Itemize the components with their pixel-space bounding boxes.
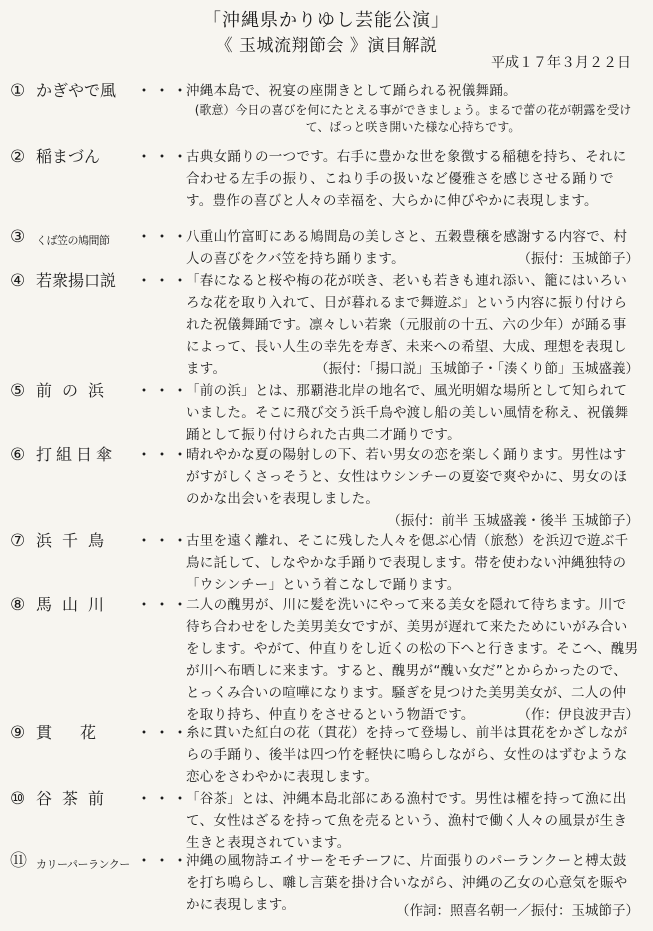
- leader-dots: ・・・: [136, 271, 191, 290]
- leader-dots: ・・・: [136, 595, 191, 614]
- item-number: ⑧: [10, 595, 26, 615]
- item-number: ⑩: [10, 789, 26, 809]
- item-title: 谷茶前: [36, 789, 115, 808]
- leader-dots: ・・・: [136, 147, 191, 166]
- item-credit: （振付：玉城節子）: [517, 251, 639, 267]
- item-description: 「春になると桜や梅の花が咲き、老いも若きも連れ添い、籠にはいろいろな花を取り入れて、日が暮れるまで舞遊ぶ」という内容に振り付けられた祝儀舞踊です。凛々しい若衆（元服前の十五、六の少年）が踊る事によって、長い人生の幸先を寿ぎ、未来への希望、大成、理想を表現します。: [186, 273, 628, 377]
- item-description: 二人の醜男が、川に髪を洗いにやって来る美女を隠れて待ちます。川で待ち合わせをした美男美女ですが、美男が遅れて来たためにいがみ合いをします。やがて、仲直りをし近くの松の下へと行きます。そこへ、醜男が川へ布晒しに来ます。すると、醜男が“醜い女だ”とからかったので、とっくみ合いの喧嘩になります。騒ぎを見つけた美男美女が、二人の仲を取り持ち、仲直りをさせるという物語です。: [186, 597, 639, 723]
- item-title: 馬山川: [36, 595, 115, 614]
- document-subtitle: 《 玉城流翔節会 》演目解説: [215, 36, 438, 56]
- leader-dots: ・・・: [136, 531, 191, 550]
- item-number: ②: [10, 147, 26, 167]
- item-description: 八重山竹富町にある鳩間島の美しさと、五穀豊穣を感謝する内容で、村人の喜びをクバ笠を持ち踊ります。: [186, 229, 628, 267]
- document-date: 平成１７年３月２２日: [491, 55, 631, 71]
- leader-dots: ・・・: [136, 723, 191, 742]
- item-title: かぎやで風: [36, 81, 117, 100]
- item-number: ⑥: [10, 445, 26, 465]
- item-number: ⑦: [10, 531, 26, 551]
- item-lyric-note: (歌意）今日の喜びを何にたとえる事ができましょう。まるで蕾の花が朝露を受けて、ぱっと咲き開いた様な心持ちです。: [194, 103, 632, 134]
- item-number: ⑪: [10, 851, 27, 871]
- item-title: 浜千鳥: [36, 531, 115, 550]
- leader-dots: ・・・: [136, 789, 191, 808]
- item-credit: （作詞：照喜名朝一／振付：玉城節子）: [396, 903, 639, 919]
- document-title: 「沖縄県かりゆし芸能公演」: [203, 10, 450, 31]
- item-credit: （振付：前半 玉城盛義・後半 玉城節子）: [387, 513, 639, 529]
- item-credit: （作：伊良波尹吉）: [517, 707, 639, 723]
- leader-dots: ・・・: [136, 381, 191, 400]
- item-description: 沖縄の風物詩エイサーをモチーフに、片面張りのパーランクーと榑太鼓を打ち鳴らし、囃し言葉を掛け合いながら、沖縄の乙女の心意気を賑やかに表現します。: [186, 853, 628, 913]
- item-number: ④: [10, 271, 26, 291]
- item-title: 稲まづん: [36, 147, 101, 166]
- item-description: 沖縄本島で、祝宴の座開きとして踊られる祝儀舞踊。: [186, 83, 517, 99]
- leader-dots: ・・・: [136, 227, 191, 246]
- item-number: ⑤: [10, 381, 26, 401]
- leader-dots: ・・・: [136, 445, 191, 464]
- item-description: 古典女踊りの一つです。右手に豊かな世を象徴する稲穂を持ち、それに合わせる左手の振り、こねり手の扱いなど優雅さを感じさせる踊りです。豊作の喜びと人々の幸福を、大らかに伸びやかに表現します。: [186, 149, 627, 209]
- item-description: 「前の浜」とは、那覇港北岸の地名で、風光明媚な場所として知られていました。そこに飛び交う浜千鳥や渡し船の美しい風情を称え、祝儀舞踊として振り付けられた古典二才踊りです。: [186, 383, 629, 443]
- item-number: ⑨: [10, 723, 26, 743]
- item-number: ③: [10, 227, 26, 247]
- item-title: くば笠の鳩間節: [36, 234, 110, 247]
- item-title: 前の浜: [36, 381, 115, 400]
- item-description: 晴れやかな夏の陽射しの下、若い男女の恋を楽しく踊ります。男性はすがすがしくさっそうと、女性はウシンチーの夏姿で爽やかに、男女のほのかな出会いを表現しました。: [186, 447, 628, 507]
- item-title: 貫花: [36, 723, 125, 742]
- item-title: 若衆揚口説: [36, 271, 117, 290]
- item-title: 打組日傘: [36, 445, 117, 464]
- item-description: 「谷茶」とは、沖縄本島北部にある漁村です。男性は櫂を持って漁に出て、女性はざるを持って魚を売るという、漁村で働く人々の風景が生き生きと表現されています。: [186, 791, 628, 851]
- leader-dots: ・・・: [136, 851, 191, 870]
- leader-dots: ・・・: [136, 81, 191, 100]
- item-credit: （振付：「揚口説」玉城節子・「湊くり節」玉城盛義）: [315, 361, 639, 377]
- item-description: 糸に貫いた紅白の花（貫花）を持って登場し、前半は貫花をかざしながらの手踊り、後半は四つ竹を軽快に鳴らしながら、女性のはずむような恋心をさわやかに表現します。: [186, 725, 628, 785]
- item-number: ①: [10, 81, 26, 101]
- item-title: カリーパーランクー: [36, 858, 130, 871]
- item-description: 古里を遠く離れ、そこに残した人々を偲ぶ心情（旅愁）を浜辺で遊ぶ千鳥に託して、しなやかな手踊りで表現します。帯を使わない沖縄独特の「ウシンチー」という着こなしで踊ります。: [186, 533, 629, 593]
